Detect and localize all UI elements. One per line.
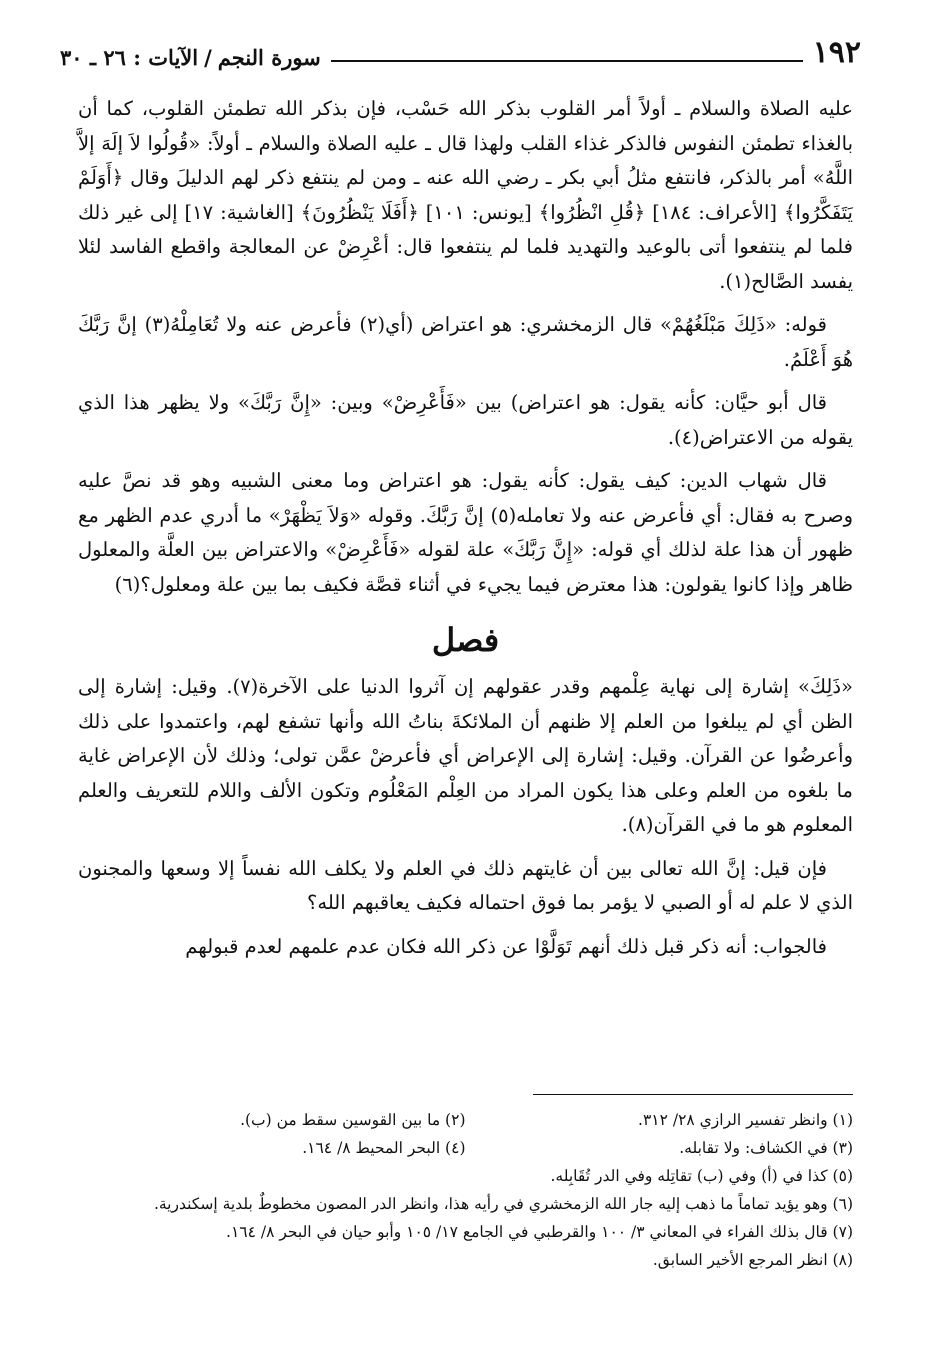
footnote-3: (٣) في الكشاف: ولا تقابله. <box>679 1139 853 1157</box>
footnotes <box>78 1106 853 1274</box>
running-header <box>60 22 861 68</box>
footnote-2: (٢) ما بين القوسين سقط من (ب). <box>240 1111 466 1129</box>
main-text <box>78 92 853 973</box>
section-heading: فصل <box>431 621 500 659</box>
header-rule <box>331 60 803 62</box>
footnote-7: (٧) قال بذلك الفراء في المعاني ٣/ ١٠٠ والقرطبي في الجامع ١٧/ ١٠٥ وأبو حيان في البحر ٨/ ١٦٤. <box>226 1223 853 1241</box>
surah-title: سورة النجم <box>217 45 321 70</box>
section-paragraph-2: فإن قيل: إنَّ الله تعالى بين أن غايتهم ذلك في العلم ولا يكلف الله نفساً إلا وسعها والمجنون الذي لا علم له أو الصبي لا يؤمر بما فوق احتماله فكيف يعاقبهم الله؟ <box>78 856 853 914</box>
footnote-row <box>78 1106 853 1134</box>
footnote-8: (٨) انظر المرجع الأخير السابق. <box>652 1251 853 1269</box>
footnote-4: (٤) البحر المحيط ٨/ ١٦٤. <box>302 1139 466 1157</box>
section-paragraph-3: فالجواب: أنه ذكر قبل ذلك أنهم تَوَلَّوْا عن ذكر الله فكان عدم علمهم لعدم قبولهم <box>185 934 827 958</box>
page-number: ١٩٢ <box>812 35 861 70</box>
paragraph-3: قال أبو حيَّان: كأنه يقول: هو اعتراض) بين «فَأَعْرِضْ» وبين: «إِنَّ رَبَّكَ» ولا يظهر هذا الذي يقوله من الاعتراض(٤). <box>78 391 853 449</box>
paragraph-4: قال شهاب الدين: كيف يقول: كأنه يقول: هو اعتراض وما معنى الشبيه وهو قد نصَّ عليه وصرح به فقال: أي فأعرض عنه ولا تعامله(٥) إنَّ رَبَّكَ. وقوله «وَلاَ يَظْهَرْ» ما أدري عدم الظهر مع ظهور أن هذا علة لذلك أي قوله: «إِنَّ رَبَّكَ» علة لقوله «فَأَعْرِضْ» والاعتراض بين العلَّة والمعلول ظاهر وإذا كانوا يقولون: هذا معترض فيما يجيء في أثناء قصَّة فكيف بما بين علة ومعلول؟(٦) <box>78 469 853 596</box>
paragraph-1: عليه الصلاة والسلام ـ أولاً أمر القلوب بذكر الله حَسْب، فإن بذكر الله تطمئن القلوب، كما أن بالغذاء تطمئن النفوس فالذكر غذاء القلب ولهذا قال ـ عليه الصلاة والسلام ـ أولاً: «قُولُوا لاَ إلَهَ إلاَّ اللَّهُ» أمر بالذكر، فانتفع مثلُ أبي بكر ـ رضي الله عنه ـ ومن لم ينتفع ذكر لهم الدليلَ وقال ﴿أَوَلَمْ يَتَفَكَّرُوا﴾ [الأعراف: ١٨٤] ﴿قُلِ انْظُرُوا﴾ [يونس: ١٠١] ﴿أَفَلَا يَنْظُرُونَ﴾ [الغاشية: ١٧] إلى غير ذلك فلما لم ينتفعوا أتى بالوعيد والتهديد فلما لم ينتفعوا قال: أعْرِضْ عن المعالجة واقطع الفاسد لئلا يفسد الصَّالح(١). <box>78 97 853 293</box>
section-paragraph-1: «ذَلِكَ» إشارة إلى نهاية عِلْمهم وقدر عقولهم إن آثروا الدنيا على الآخرة(٧). وقيل: إشارة إلى الظن أي لم يبلغوا من العلم إلا ظنهم أن الملائكةَ بناتُ الله وأنها تشفع لهم، واعتمدوا على ذلك وأعرضُوا عن القرآن. وقيل: إشارة إلى الإعراض أي فأعرضْ عمَّن تولى؛ وذلك لأن الإعراض غاية ما بلغوه من العلم وعلى هذا يكون المراد من العِلْم المَعْلُوم وتكون الألف واللام للتعريف والعلم المعلوم هو ما في القرآن(٨). <box>78 675 853 836</box>
footnote-5: (٥) كذا في (أ) وفي (ب) تقاتِله وفي الدر تُقَابِله. <box>550 1167 853 1185</box>
footnote-1: (١) وانظر تفسير الرازي ٢٨/ ٣١٢. <box>638 1111 853 1129</box>
paragraph-2: قوله: «ذَلِكَ مَبْلَغُهُمْ» قال الزمخشري: هو اعتراض (أي(٢) فأعرض عنه ولا تُعَامِلْهُ(٣) إنَّ رَبَّكَ هُوَ أَعْلَمُ. <box>78 313 853 371</box>
footnote-rule <box>533 1094 853 1095</box>
footnote-row <box>78 1134 853 1162</box>
footnote-6: (٦) وهو يؤيد تماماً ما ذهب إليه جار الله الزمخشري في رأيه هذا، وانظر الدر المصون مخطوطٌ بلدية إسكندرية. <box>153 1195 853 1213</box>
header-separator: / <box>204 45 212 70</box>
verse-range: الآيات : ٢٦ ـ ٣٠ <box>60 45 199 70</box>
